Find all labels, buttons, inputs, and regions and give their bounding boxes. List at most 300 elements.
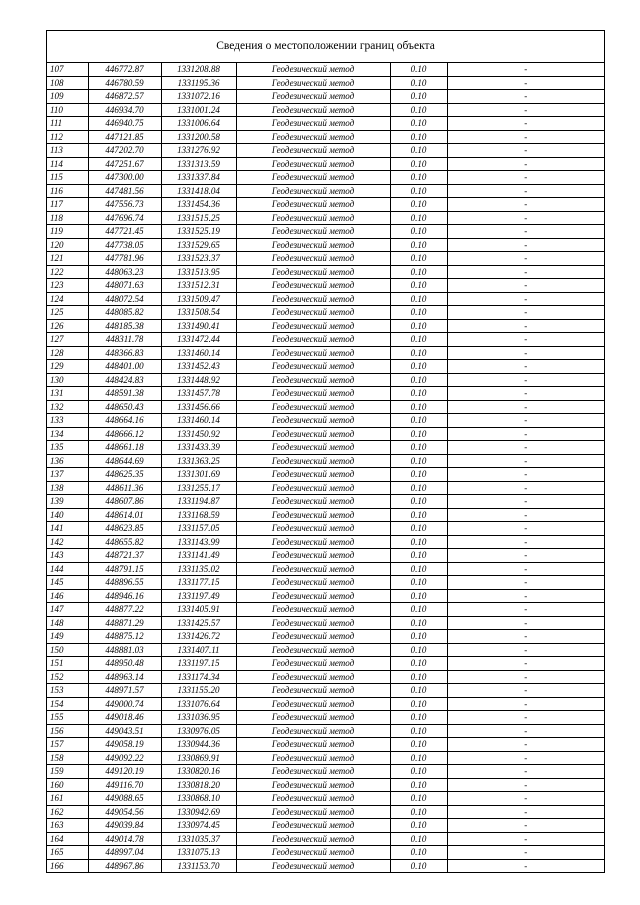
- y-coordinate-cell: 1331460.14: [161, 414, 236, 428]
- y-coordinate-cell: 1331407.11: [161, 643, 236, 657]
- point-number-cell: 126: [47, 319, 88, 333]
- point-number-cell: 139: [47, 495, 88, 509]
- y-coordinate-cell: 1331157.05: [161, 522, 236, 536]
- x-coordinate-cell: 448611.36: [88, 481, 161, 495]
- method-cell: Геодезический метод: [236, 684, 390, 698]
- note-cell: -: [447, 522, 604, 536]
- point-number-cell: 161: [47, 792, 88, 806]
- table-row: [47, 562, 604, 576]
- point-number-cell: 117: [47, 198, 88, 212]
- note-cell: -: [447, 535, 604, 549]
- point-number-cell: 149: [47, 630, 88, 644]
- method-cell: Геодезический метод: [236, 387, 390, 401]
- point-number-cell: 158: [47, 751, 88, 765]
- point-number-cell: 165: [47, 846, 88, 860]
- note-cell: -: [447, 468, 604, 482]
- x-coordinate-cell: 447738.05: [88, 238, 161, 252]
- method-cell: Геодезический метод: [236, 859, 390, 872]
- point-number-cell: 162: [47, 805, 88, 819]
- method-cell: Геодезический метод: [236, 373, 390, 387]
- x-coordinate-cell: 447481.56: [88, 184, 161, 198]
- precision-cell: 0.10: [390, 738, 447, 752]
- x-coordinate-cell: 447781.96: [88, 252, 161, 266]
- x-coordinate-cell: 449018.46: [88, 711, 161, 725]
- x-coordinate-cell: 448644.69: [88, 454, 161, 468]
- method-cell: Геодезический метод: [236, 90, 390, 104]
- method-cell: Геодезический метод: [236, 751, 390, 765]
- y-coordinate-cell: 1331174.34: [161, 670, 236, 684]
- table-row: [47, 103, 604, 117]
- precision-cell: 0.10: [390, 225, 447, 239]
- precision-cell: 0.10: [390, 657, 447, 671]
- precision-cell: 0.10: [390, 454, 447, 468]
- table-row: [47, 400, 604, 414]
- table-row: [47, 441, 604, 455]
- precision-cell: 0.10: [390, 576, 447, 590]
- y-coordinate-cell: 1331529.65: [161, 238, 236, 252]
- precision-cell: 0.10: [390, 252, 447, 266]
- point-number-cell: 159: [47, 765, 88, 779]
- y-coordinate-cell: 1331457.78: [161, 387, 236, 401]
- note-cell: -: [447, 63, 604, 76]
- y-coordinate-cell: 1331418.04: [161, 184, 236, 198]
- x-coordinate-cell: 448896.55: [88, 576, 161, 590]
- point-number-cell: 122: [47, 265, 88, 279]
- precision-cell: 0.10: [390, 306, 447, 320]
- y-coordinate-cell: 1330942.69: [161, 805, 236, 819]
- x-coordinate-cell: 448401.00: [88, 360, 161, 374]
- point-number-cell: 160: [47, 778, 88, 792]
- note-cell: -: [447, 832, 604, 846]
- y-coordinate-cell: 1331301.69: [161, 468, 236, 482]
- method-cell: Геодезический метод: [236, 778, 390, 792]
- table-row: [47, 184, 604, 198]
- method-cell: Геодезический метод: [236, 130, 390, 144]
- point-number-cell: 138: [47, 481, 88, 495]
- point-number-cell: 150: [47, 643, 88, 657]
- y-coordinate-cell: 1331001.24: [161, 103, 236, 117]
- table-row: [47, 522, 604, 536]
- table-row: [47, 657, 604, 671]
- point-number-cell: 145: [47, 576, 88, 590]
- table-row: [47, 495, 604, 509]
- note-cell: -: [447, 157, 604, 171]
- x-coordinate-cell: 447121.85: [88, 130, 161, 144]
- precision-cell: 0.10: [390, 562, 447, 576]
- y-coordinate-cell: 1331276.92: [161, 144, 236, 158]
- y-coordinate-cell: 1331454.36: [161, 198, 236, 212]
- method-cell: Геодезический метод: [236, 522, 390, 536]
- precision-cell: 0.10: [390, 184, 447, 198]
- precision-cell: 0.10: [390, 387, 447, 401]
- x-coordinate-cell: 448623.85: [88, 522, 161, 536]
- table-row: [47, 549, 604, 563]
- note-cell: -: [447, 657, 604, 671]
- note-cell: -: [447, 171, 604, 185]
- y-coordinate-cell: 1331515.25: [161, 211, 236, 225]
- point-number-cell: 128: [47, 346, 88, 360]
- point-number-cell: 136: [47, 454, 88, 468]
- note-cell: -: [447, 684, 604, 698]
- precision-cell: 0.10: [390, 346, 447, 360]
- x-coordinate-cell: 448791.15: [88, 562, 161, 576]
- precision-cell: 0.10: [390, 778, 447, 792]
- method-cell: Геодезический метод: [236, 589, 390, 603]
- note-cell: -: [447, 643, 604, 657]
- precision-cell: 0.10: [390, 684, 447, 698]
- note-cell: -: [447, 562, 604, 576]
- note-cell: -: [447, 738, 604, 752]
- precision-cell: 0.10: [390, 589, 447, 603]
- method-cell: Геодезический метод: [236, 562, 390, 576]
- x-coordinate-cell: 448721.37: [88, 549, 161, 563]
- table-row: [47, 171, 604, 185]
- point-number-cell: 115: [47, 171, 88, 185]
- y-coordinate-cell: 1331036.95: [161, 711, 236, 725]
- point-number-cell: 118: [47, 211, 88, 225]
- y-coordinate-cell: 1331075.13: [161, 846, 236, 860]
- note-cell: -: [447, 306, 604, 320]
- precision-cell: 0.10: [390, 90, 447, 104]
- point-number-cell: 113: [47, 144, 88, 158]
- point-number-cell: 129: [47, 360, 88, 374]
- table-row: [47, 792, 604, 806]
- y-coordinate-cell: 1331143.99: [161, 535, 236, 549]
- table-row: [47, 751, 604, 765]
- point-number-cell: 119: [47, 225, 88, 239]
- boundary-table: [47, 63, 604, 872]
- method-cell: Геодезический метод: [236, 265, 390, 279]
- method-cell: Геодезический метод: [236, 576, 390, 590]
- y-coordinate-cell: 1331405.91: [161, 603, 236, 617]
- method-cell: Геодезический метод: [236, 117, 390, 131]
- method-cell: Геодезический метод: [236, 508, 390, 522]
- x-coordinate-cell: 446772.87: [88, 63, 161, 76]
- method-cell: Геодезический метод: [236, 549, 390, 563]
- table-row: [47, 76, 604, 90]
- x-coordinate-cell: 446780.59: [88, 76, 161, 90]
- method-cell: Геодезический метод: [236, 427, 390, 441]
- x-coordinate-cell: 449039.84: [88, 819, 161, 833]
- point-number-cell: 163: [47, 819, 88, 833]
- table-row: [47, 427, 604, 441]
- y-coordinate-cell: 1330944.36: [161, 738, 236, 752]
- precision-cell: 0.10: [390, 279, 447, 293]
- y-coordinate-cell: 1331456.66: [161, 400, 236, 414]
- table-row: [47, 333, 604, 347]
- note-cell: -: [447, 103, 604, 117]
- y-coordinate-cell: 1331490.41: [161, 319, 236, 333]
- y-coordinate-cell: 1331313.59: [161, 157, 236, 171]
- y-coordinate-cell: 1331448.92: [161, 373, 236, 387]
- x-coordinate-cell: 448967.86: [88, 859, 161, 872]
- point-number-cell: 134: [47, 427, 88, 441]
- method-cell: Геодезический метод: [236, 400, 390, 414]
- precision-cell: 0.10: [390, 765, 447, 779]
- table-row: [47, 697, 604, 711]
- x-coordinate-cell: 447696.74: [88, 211, 161, 225]
- y-coordinate-cell: 1331208.88: [161, 63, 236, 76]
- x-coordinate-cell: 448311.78: [88, 333, 161, 347]
- y-coordinate-cell: 1331141.49: [161, 549, 236, 563]
- y-coordinate-cell: 1331425.57: [161, 616, 236, 630]
- precision-cell: 0.10: [390, 859, 447, 872]
- note-cell: -: [447, 819, 604, 833]
- note-cell: -: [447, 549, 604, 563]
- method-cell: Геодезический метод: [236, 738, 390, 752]
- x-coordinate-cell: 448661.18: [88, 441, 161, 455]
- y-coordinate-cell: 1331035.37: [161, 832, 236, 846]
- method-cell: Геодезический метод: [236, 630, 390, 644]
- method-cell: Геодезический метод: [236, 157, 390, 171]
- point-number-cell: 121: [47, 252, 88, 266]
- note-cell: -: [447, 211, 604, 225]
- point-number-cell: 141: [47, 522, 88, 536]
- method-cell: Геодезический метод: [236, 670, 390, 684]
- point-number-cell: 155: [47, 711, 88, 725]
- precision-cell: 0.10: [390, 630, 447, 644]
- precision-cell: 0.10: [390, 373, 447, 387]
- note-cell: -: [447, 603, 604, 617]
- note-cell: -: [447, 630, 604, 644]
- x-coordinate-cell: 448591.38: [88, 387, 161, 401]
- precision-cell: 0.10: [390, 508, 447, 522]
- precision-cell: 0.10: [390, 198, 447, 212]
- x-coordinate-cell: 448875.12: [88, 630, 161, 644]
- precision-cell: 0.10: [390, 468, 447, 482]
- x-coordinate-cell: 447721.45: [88, 225, 161, 239]
- table-row: [47, 265, 604, 279]
- table-row: [47, 144, 604, 158]
- y-coordinate-cell: 1331460.14: [161, 346, 236, 360]
- table-row: [47, 225, 604, 239]
- note-cell: -: [447, 319, 604, 333]
- note-cell: -: [447, 400, 604, 414]
- note-cell: -: [447, 751, 604, 765]
- method-cell: Геодезический метод: [236, 279, 390, 293]
- table-row: [47, 387, 604, 401]
- x-coordinate-cell: 448666.12: [88, 427, 161, 441]
- precision-cell: 0.10: [390, 117, 447, 131]
- method-cell: Геодезический метод: [236, 846, 390, 860]
- y-coordinate-cell: 1331337.84: [161, 171, 236, 185]
- table-row: [47, 832, 604, 846]
- note-cell: -: [447, 441, 604, 455]
- note-cell: -: [447, 454, 604, 468]
- x-coordinate-cell: 449043.51: [88, 724, 161, 738]
- y-coordinate-cell: 1331197.49: [161, 589, 236, 603]
- precision-cell: 0.10: [390, 144, 447, 158]
- method-cell: Геодезический метод: [236, 495, 390, 509]
- y-coordinate-cell: 1331135.02: [161, 562, 236, 576]
- table-row: [47, 63, 604, 76]
- point-number-cell: 147: [47, 603, 88, 617]
- precision-cell: 0.10: [390, 211, 447, 225]
- method-cell: Геодезический метод: [236, 441, 390, 455]
- table-row: [47, 373, 604, 387]
- y-coordinate-cell: 1331168.59: [161, 508, 236, 522]
- precision-cell: 0.10: [390, 711, 447, 725]
- note-cell: -: [447, 778, 604, 792]
- table-row: [47, 630, 604, 644]
- table-row: [47, 684, 604, 698]
- method-cell: Геодезический метод: [236, 306, 390, 320]
- note-cell: -: [447, 616, 604, 630]
- table-body: [47, 63, 604, 872]
- y-coordinate-cell: 1330974.45: [161, 819, 236, 833]
- method-cell: Геодезический метод: [236, 225, 390, 239]
- y-coordinate-cell: 1331194.87: [161, 495, 236, 509]
- table-row: [47, 765, 604, 779]
- method-cell: Геодезический метод: [236, 724, 390, 738]
- precision-cell: 0.10: [390, 76, 447, 90]
- method-cell: Геодезический метод: [236, 144, 390, 158]
- y-coordinate-cell: 1330869.91: [161, 751, 236, 765]
- table-row: [47, 198, 604, 212]
- precision-cell: 0.10: [390, 333, 447, 347]
- table-row: [47, 859, 604, 872]
- x-coordinate-cell: 447300.00: [88, 171, 161, 185]
- table-row: [47, 481, 604, 495]
- table-row: [47, 346, 604, 360]
- table-row: [47, 360, 604, 374]
- point-number-cell: 151: [47, 657, 88, 671]
- point-number-cell: 144: [47, 562, 88, 576]
- x-coordinate-cell: 449000.74: [88, 697, 161, 711]
- y-coordinate-cell: 1330868.10: [161, 792, 236, 806]
- x-coordinate-cell: 447202.70: [88, 144, 161, 158]
- point-number-cell: 133: [47, 414, 88, 428]
- point-number-cell: 109: [47, 90, 88, 104]
- y-coordinate-cell: 1331452.43: [161, 360, 236, 374]
- x-coordinate-cell: 448607.86: [88, 495, 161, 509]
- x-coordinate-cell: 449014.78: [88, 832, 161, 846]
- note-cell: -: [447, 90, 604, 104]
- note-cell: -: [447, 414, 604, 428]
- x-coordinate-cell: 448625.35: [88, 468, 161, 482]
- table-row: [47, 616, 604, 630]
- table-row: [47, 454, 604, 468]
- table-row: [47, 414, 604, 428]
- x-coordinate-cell: 446872.57: [88, 90, 161, 104]
- point-number-cell: 132: [47, 400, 88, 414]
- method-cell: Геодезический метод: [236, 360, 390, 374]
- point-number-cell: 154: [47, 697, 88, 711]
- precision-cell: 0.10: [390, 751, 447, 765]
- note-cell: -: [447, 225, 604, 239]
- method-cell: Геодезический метод: [236, 697, 390, 711]
- x-coordinate-cell: 449120.19: [88, 765, 161, 779]
- precision-cell: 0.10: [390, 63, 447, 76]
- note-cell: -: [447, 265, 604, 279]
- table-row: [47, 279, 604, 293]
- x-coordinate-cell: 447251.67: [88, 157, 161, 171]
- note-cell: -: [447, 670, 604, 684]
- note-cell: -: [447, 508, 604, 522]
- y-coordinate-cell: 1331255.17: [161, 481, 236, 495]
- note-cell: -: [447, 198, 604, 212]
- precision-cell: 0.10: [390, 171, 447, 185]
- point-number-cell: 166: [47, 859, 88, 872]
- y-coordinate-cell: 1330976.05: [161, 724, 236, 738]
- note-cell: -: [447, 765, 604, 779]
- point-number-cell: 131: [47, 387, 88, 401]
- y-coordinate-cell: 1331450.92: [161, 427, 236, 441]
- note-cell: -: [447, 711, 604, 725]
- precision-cell: 0.10: [390, 535, 447, 549]
- y-coordinate-cell: 1331155.20: [161, 684, 236, 698]
- method-cell: Геодезический метод: [236, 468, 390, 482]
- table-row: [47, 643, 604, 657]
- point-number-cell: 120: [47, 238, 88, 252]
- x-coordinate-cell: 448664.16: [88, 414, 161, 428]
- method-cell: Геодезический метод: [236, 792, 390, 806]
- precision-cell: 0.10: [390, 400, 447, 414]
- point-number-cell: 108: [47, 76, 88, 90]
- point-number-cell: 143: [47, 549, 88, 563]
- precision-cell: 0.10: [390, 265, 447, 279]
- note-cell: -: [447, 360, 604, 374]
- x-coordinate-cell: 448650.43: [88, 400, 161, 414]
- note-cell: -: [447, 697, 604, 711]
- note-cell: -: [447, 117, 604, 131]
- table-row: [47, 603, 604, 617]
- note-cell: -: [447, 589, 604, 603]
- method-cell: Геодезический метод: [236, 171, 390, 185]
- precision-cell: 0.10: [390, 103, 447, 117]
- x-coordinate-cell: 446940.75: [88, 117, 161, 131]
- document-sheet: [46, 30, 605, 873]
- precision-cell: 0.10: [390, 805, 447, 819]
- x-coordinate-cell: 448950.48: [88, 657, 161, 671]
- point-number-cell: 127: [47, 333, 88, 347]
- precision-cell: 0.10: [390, 319, 447, 333]
- note-cell: -: [447, 144, 604, 158]
- point-number-cell: 153: [47, 684, 88, 698]
- y-coordinate-cell: 1331512.31: [161, 279, 236, 293]
- table-row: [47, 778, 604, 792]
- method-cell: Геодезический метод: [236, 805, 390, 819]
- method-cell: Геодезический метод: [236, 198, 390, 212]
- x-coordinate-cell: 448185.38: [88, 319, 161, 333]
- precision-cell: 0.10: [390, 697, 447, 711]
- point-number-cell: 148: [47, 616, 88, 630]
- table-row: [47, 805, 604, 819]
- table-row: [47, 157, 604, 171]
- precision-cell: 0.10: [390, 495, 447, 509]
- point-number-cell: 137: [47, 468, 88, 482]
- point-number-cell: 146: [47, 589, 88, 603]
- x-coordinate-cell: 448085.82: [88, 306, 161, 320]
- point-number-cell: 124: [47, 292, 88, 306]
- y-coordinate-cell: 1331525.19: [161, 225, 236, 239]
- x-coordinate-cell: 448655.82: [88, 535, 161, 549]
- note-cell: -: [447, 252, 604, 266]
- table-row: [47, 468, 604, 482]
- x-coordinate-cell: 448871.29: [88, 616, 161, 630]
- point-number-cell: 116: [47, 184, 88, 198]
- point-number-cell: 135: [47, 441, 88, 455]
- point-number-cell: 125: [47, 306, 88, 320]
- y-coordinate-cell: 1331197.15: [161, 657, 236, 671]
- table-row: [47, 819, 604, 833]
- method-cell: Геодезический метод: [236, 63, 390, 76]
- note-cell: -: [447, 184, 604, 198]
- y-coordinate-cell: 1330820.16: [161, 765, 236, 779]
- table-row: [47, 670, 604, 684]
- method-cell: Геодезический метод: [236, 454, 390, 468]
- x-coordinate-cell: 448424.83: [88, 373, 161, 387]
